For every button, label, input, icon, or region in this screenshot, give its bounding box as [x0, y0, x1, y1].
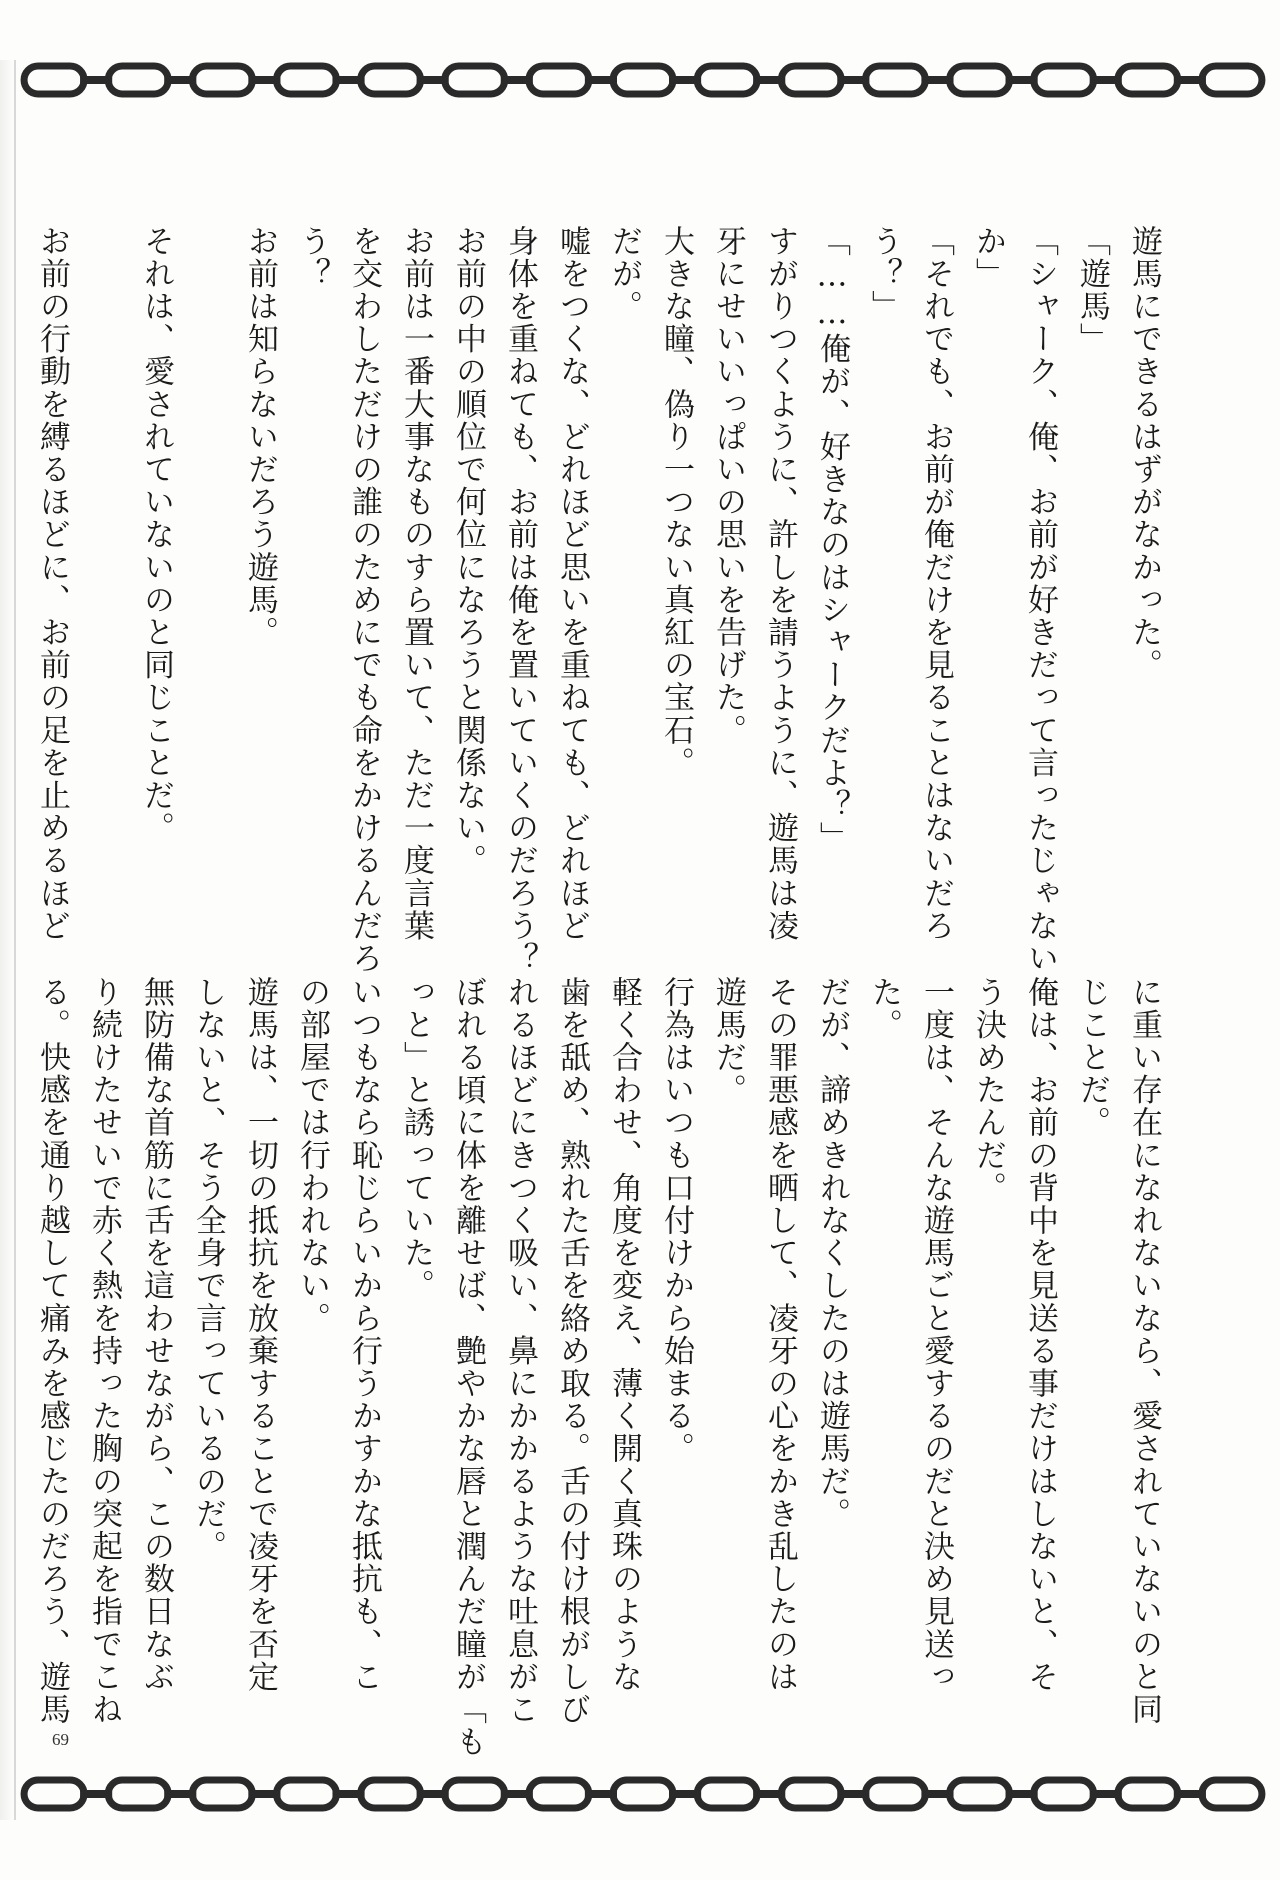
text-line: だが、諦めきれなくしたのは遊馬だ。 — [814, 976, 850, 1531]
chain-link — [950, 66, 1010, 94]
chain-link — [1118, 66, 1178, 94]
text-line: の部屋では行われない。 — [294, 976, 330, 1335]
chain-link — [781, 66, 841, 94]
chain-link — [529, 66, 589, 94]
text-line: た。 — [866, 976, 902, 1042]
text-line: だが。 — [606, 225, 642, 323]
text-line: か」 — [970, 225, 1006, 291]
chain-border-bottom — [12, 1772, 1274, 1816]
text-line — [78, 225, 130, 930]
text-line: っと」と誘っていた。 — [398, 976, 434, 1302]
chain-link — [865, 1780, 925, 1808]
text-line: ぼれる頃に体を離せば、艶やかな唇と潤んだ瞳が「も — [450, 976, 486, 1759]
text-line — [182, 225, 234, 930]
text-line: その罪悪感を晒して、凌牙の心をかき乱したのは — [762, 976, 798, 1694]
text-line: 牙にせいいっぱいの思いを告げた。 — [710, 225, 746, 747]
chain-link — [108, 1780, 168, 1808]
chain-link — [697, 66, 757, 94]
chain-link — [1034, 1780, 1094, 1808]
chain-link — [865, 66, 925, 94]
chain-link — [192, 66, 252, 94]
text-line: 俺は、お前の背中を見送る事だけはしないと、そ — [1022, 976, 1058, 1694]
text-line: いつもなら恥じらいから行うかすかな抵抗も、こ — [346, 976, 382, 1694]
chain-link — [781, 1780, 841, 1808]
text-line: に重い存在になれないなら、愛されていないのと同 — [1126, 976, 1162, 1726]
text-line: 大きな瞳、偽り一つない真紅の宝石。 — [658, 225, 694, 780]
text-line: お前は知らないだろう遊馬。 — [242, 225, 278, 649]
chain-link — [276, 66, 336, 94]
text-line: すがりつくように、許しを請うように、遊馬は凌 — [762, 225, 798, 943]
text-line: り続けたせいで赤く熱を持った胸の突起を指でこね — [86, 976, 122, 1726]
chain-link — [445, 1780, 505, 1808]
text-line: しないと、そう全身で言っているのだ。 — [190, 976, 226, 1563]
chain-link — [529, 1780, 589, 1808]
upper-text-block — [34, 225, 1170, 975]
text-line: 「……俺が、好きなのはシャークだよ？」 — [814, 225, 850, 855]
chain-link — [192, 1780, 252, 1808]
text-line: 遊馬だ。 — [710, 976, 746, 1107]
chain-link — [1202, 1780, 1262, 1808]
chain-link — [276, 1780, 336, 1808]
chain-link — [108, 66, 168, 94]
chain-link — [613, 1780, 673, 1808]
chain-border-top — [12, 58, 1274, 102]
text-line: う？」 — [866, 225, 902, 323]
text-line: る。快感を通り越して痛みを感じたのだろう、遊馬 — [34, 976, 70, 1726]
page-number: 69 — [52, 1730, 69, 1749]
chain-link — [361, 1780, 421, 1808]
text-line: じことだ。 — [1074, 976, 1110, 1139]
text-line: 「遊馬」 — [1074, 225, 1110, 356]
text-line: お前の行動を縛るほどに、お前の足を止めるほど — [34, 225, 70, 943]
chain-link — [697, 1780, 757, 1808]
chain-link — [1034, 66, 1094, 94]
page-binding-edge — [0, 60, 16, 1820]
text-line: を交わしただけの誰のためにでも命をかけるんだろ — [346, 225, 382, 975]
text-line: 遊馬にできるはずがなかった。 — [1126, 225, 1162, 682]
text-line: 身体を重ねても、お前は俺を置いていくのだろう？ — [502, 225, 538, 975]
chain-link — [24, 66, 84, 94]
text-line: 歯を舐め、熟れた舌を絡め取る。舌の付け根がしび — [554, 976, 590, 1726]
text-line: う決めたんだ。 — [970, 976, 1006, 1205]
text-line: 無防備な首筋に舌を這わせながら、この数日なぶ — [138, 976, 174, 1694]
chain-link — [1202, 66, 1262, 94]
text-line: 一度は、そんな遊馬ごと愛するのだと決め見送っ — [918, 976, 954, 1694]
chain-link — [613, 66, 673, 94]
text-line: れるほどにきつく吸い、鼻にかかるような吐息がこ — [502, 976, 538, 1726]
text-line: う？ — [294, 225, 330, 291]
chain-link — [24, 1780, 84, 1808]
text-line: 嘘をつくな、どれほど思いを重ねても、どれほど — [554, 225, 590, 943]
text-line: お前は一番大事なものすら置いて、ただ一度言葉 — [398, 225, 434, 943]
chain-link — [950, 1780, 1010, 1808]
text-line: それは、愛されていないのと同じことだ。 — [138, 225, 174, 845]
text-line: お前の中の順位で何位になろうと関係ない。 — [450, 225, 486, 877]
chain-link — [361, 66, 421, 94]
text-line: 遊馬は、一切の抵抗を放棄することで凌牙を否定 — [242, 976, 278, 1694]
text-line: 「それでも、お前が俺だけを見ることはないだろ — [918, 225, 954, 943]
text-line: 行為はいつも口付けから始まる。 — [658, 976, 694, 1465]
chain-link — [1118, 1780, 1178, 1808]
text-line: 「シャーク、俺、お前が好きだって言ったじゃない — [1022, 225, 1058, 975]
text-line: 軽く合わせ、角度を変え、薄く開く真珠のような — [606, 976, 642, 1694]
chain-link — [445, 66, 505, 94]
